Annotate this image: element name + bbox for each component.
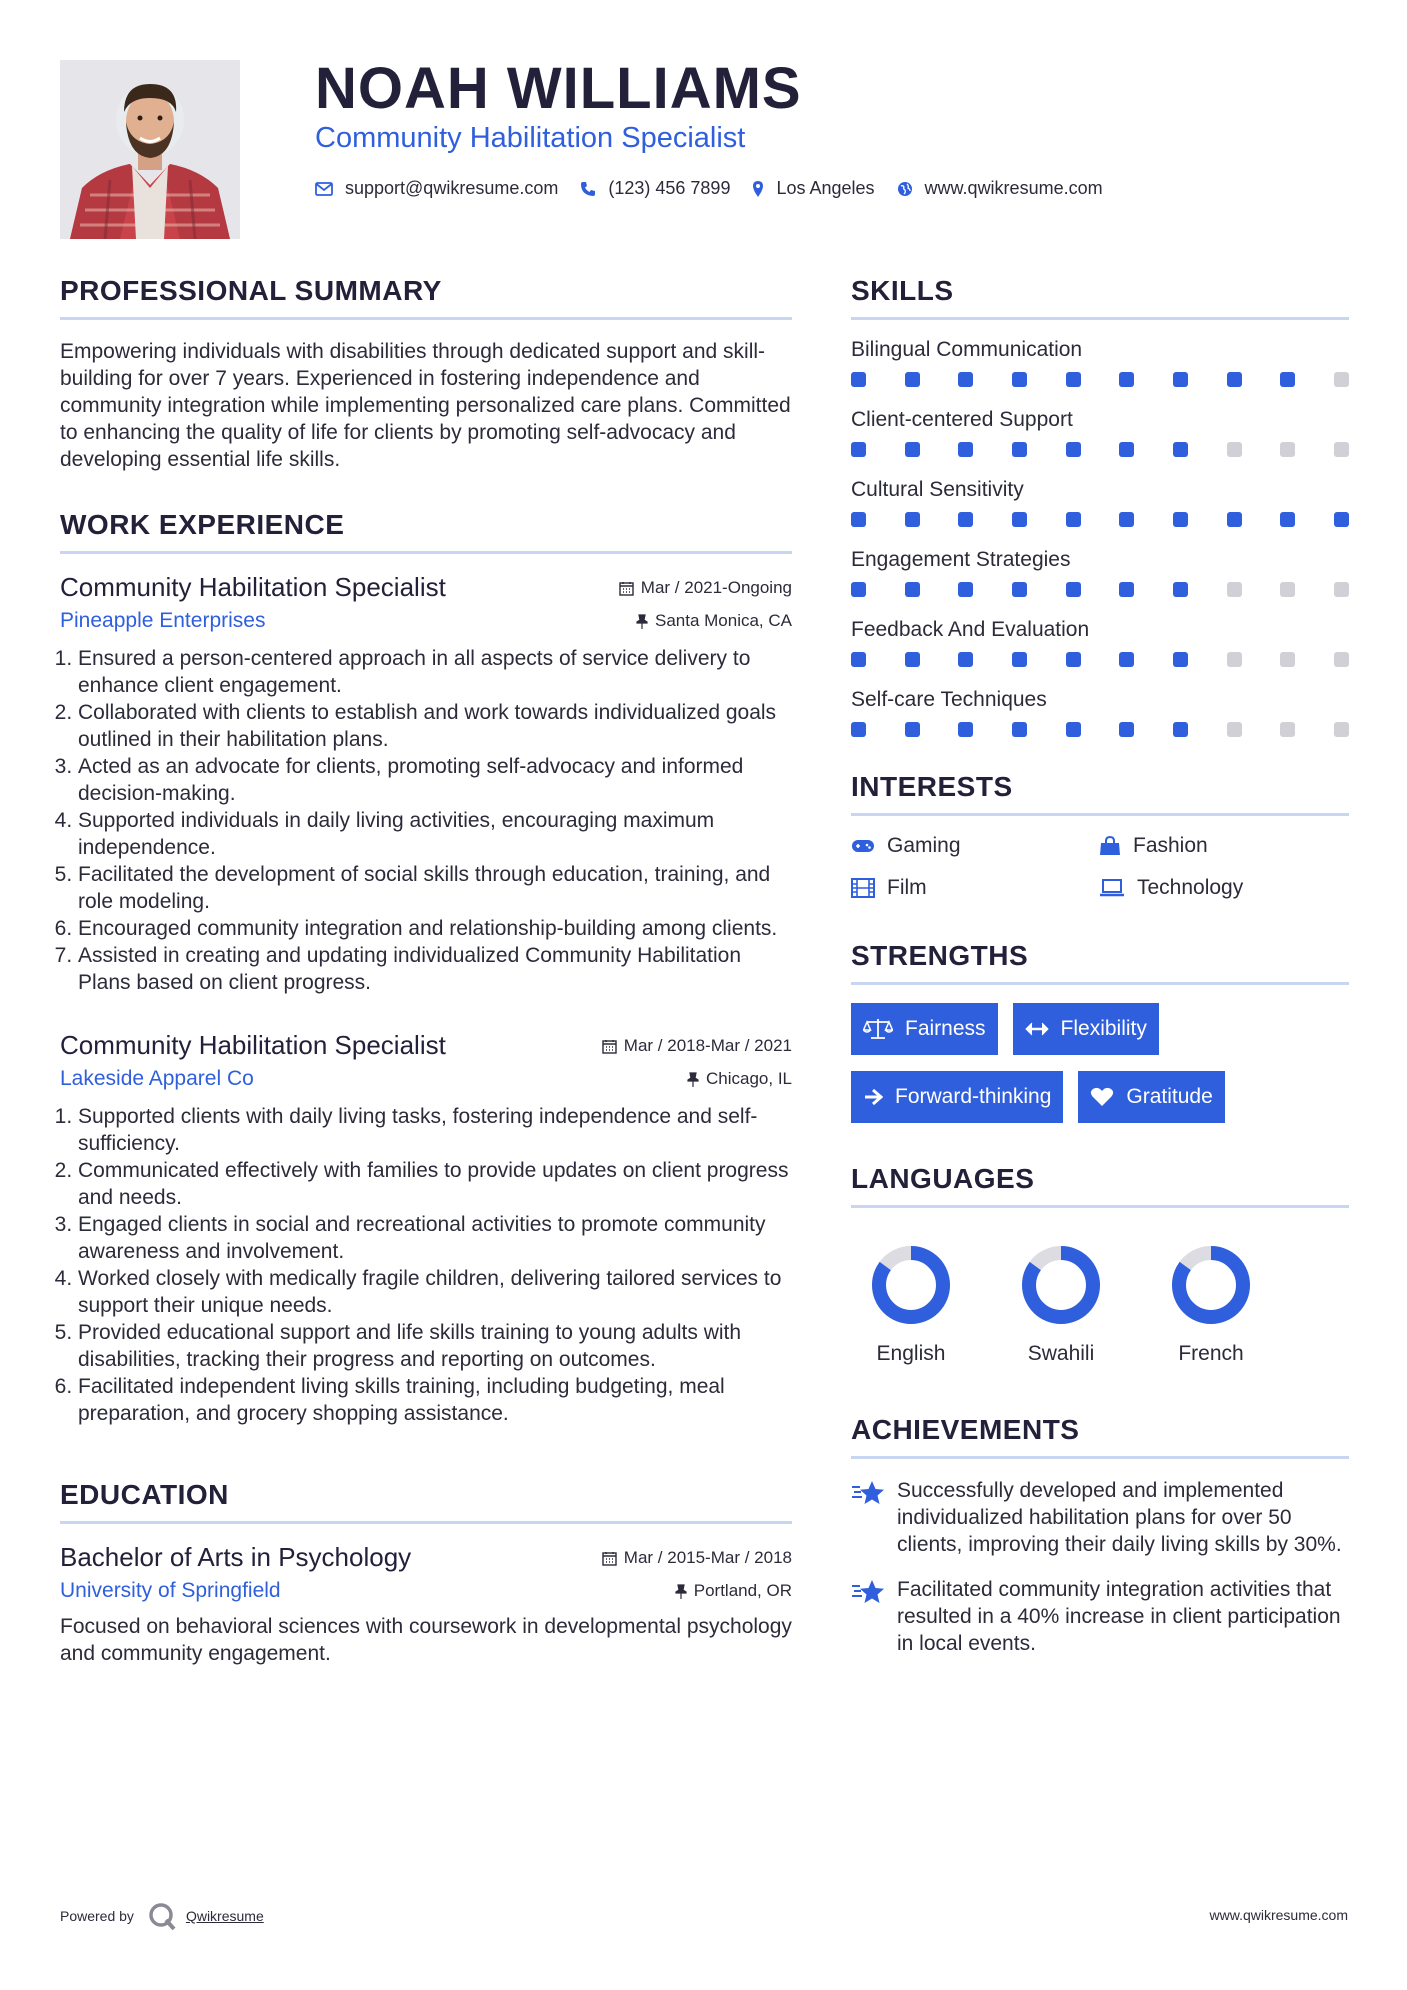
languages-heading: LANGUAGES bbox=[851, 1163, 1349, 1208]
skill-dot-filled bbox=[851, 652, 866, 667]
powered-by-text: Powered by bbox=[60, 1908, 134, 1924]
profile-photo-illustration bbox=[60, 60, 240, 239]
job-duty: 2. Communicated effectively with families to provide updates on client progress and needs. bbox=[78, 1157, 792, 1211]
job-location bbox=[636, 611, 792, 631]
skill-rating bbox=[851, 372, 1349, 387]
phone-icon bbox=[580, 181, 596, 197]
contact-email[interactable] bbox=[315, 178, 558, 199]
skill-dot-empty bbox=[1227, 652, 1242, 667]
interest-item bbox=[1099, 876, 1349, 900]
skill-item bbox=[851, 688, 1349, 737]
footer-website[interactable]: www.qwikresume.com bbox=[1209, 1907, 1348, 1923]
job-entry bbox=[60, 1030, 792, 1427]
language-name: French bbox=[1178, 1342, 1244, 1365]
language-proficiency-ring bbox=[866, 1240, 956, 1330]
calendar-icon bbox=[602, 1551, 617, 1566]
job-duty: 6. Encouraged community integration and relationship-building among clients. bbox=[78, 915, 792, 942]
skill-dot-filled bbox=[958, 442, 973, 457]
strength-badge bbox=[1078, 1071, 1224, 1123]
skill-dot-filled bbox=[851, 722, 866, 737]
job-company: Pineapple Enterprises bbox=[60, 609, 266, 632]
language-item bbox=[1001, 1226, 1121, 1366]
skill-name: Client-centered Support bbox=[851, 408, 1073, 431]
skills-heading: SKILLS bbox=[851, 275, 1349, 320]
strength-badge bbox=[851, 1071, 1063, 1123]
calendar-icon bbox=[602, 1039, 617, 1054]
star-icon bbox=[851, 1579, 885, 1605]
job-duties bbox=[60, 1103, 792, 1427]
skill-dot-filled bbox=[1119, 372, 1134, 387]
skill-dot-filled bbox=[1119, 512, 1134, 527]
strength-label: Flexibility bbox=[1060, 1017, 1147, 1040]
languages-list bbox=[851, 1226, 1271, 1366]
envelope-icon bbox=[315, 182, 333, 196]
school-name: University of Springfield bbox=[60, 1579, 281, 1602]
skill-dot-filled bbox=[1227, 512, 1242, 527]
skill-rating bbox=[851, 442, 1349, 457]
job-location-text: Santa Monica, CA bbox=[654, 611, 792, 630]
job-location-text: Chicago, IL bbox=[706, 1069, 792, 1088]
skill-dot-filled bbox=[1066, 442, 1081, 457]
contact-email-text: support@qwikresume.com bbox=[345, 178, 559, 198]
job-duty: 5. Facilitated the development of social skills through education, training, and role modeling. bbox=[78, 861, 792, 915]
skill-dot-empty bbox=[1280, 442, 1295, 457]
skill-dot-empty bbox=[1280, 652, 1295, 667]
shopping-bag-icon bbox=[1099, 836, 1121, 856]
skill-item bbox=[851, 618, 1349, 667]
skill-dot-empty bbox=[1227, 582, 1242, 597]
education-date bbox=[602, 1548, 792, 1568]
skill-dot-filled bbox=[1012, 372, 1027, 387]
interest-item bbox=[1099, 834, 1349, 858]
skill-name: Bilingual Communication bbox=[851, 338, 1083, 361]
film-icon bbox=[851, 878, 875, 898]
map-marker-icon bbox=[752, 180, 764, 198]
job-date bbox=[619, 578, 792, 598]
balance-scale-icon bbox=[863, 1018, 893, 1040]
strength-label: Fairness bbox=[905, 1017, 986, 1040]
skill-dot-filled bbox=[958, 372, 973, 387]
candidate-title: Community Habilitation Specialist bbox=[315, 122, 746, 154]
job-duty: 4. Worked closely with medically fragile children, delivering tailored services to support their unique needs. bbox=[78, 1265, 792, 1319]
contact-location-text: Los Angeles bbox=[776, 178, 875, 198]
job-duty: 3. Acted as an advocate for clients, promoting self-advocacy and informed decision-making. bbox=[78, 753, 792, 807]
job-date-text: Mar / 2021-Ongoing bbox=[640, 578, 792, 597]
skill-dot-filled bbox=[1280, 372, 1295, 387]
skill-dot-filled bbox=[1173, 722, 1188, 737]
skill-dot-filled bbox=[1227, 372, 1242, 387]
education-heading: EDUCATION bbox=[60, 1479, 792, 1524]
qwikresume-logo-icon bbox=[148, 1902, 176, 1930]
arrow-right-icon bbox=[863, 1088, 883, 1106]
skill-dot-filled bbox=[1334, 512, 1349, 527]
job-duty: 2. Collaborated with clients to establish and work towards individualized goals outlined in their habilitation plans. bbox=[78, 699, 792, 753]
gamepad-icon bbox=[851, 838, 875, 854]
interests-list bbox=[851, 834, 1349, 900]
skill-dot-filled bbox=[1012, 442, 1027, 457]
skill-item bbox=[851, 548, 1349, 597]
skill-name: Self-care Techniques bbox=[851, 688, 1047, 711]
summary-text: Empowering individuals with disabilities through dedicated support and skill-building for over 7 years. Experienced in fostering independence and community integration while implementing personalized care plans. Committed to enhancing the quality of life for clients by promoting self-advocacy and developing essential life skills. bbox=[60, 340, 791, 471]
interest-item bbox=[851, 876, 1099, 900]
skill-dot-filled bbox=[1066, 722, 1081, 737]
footer-powered-by bbox=[60, 1902, 264, 1930]
right-column bbox=[851, 275, 1349, 1675]
interest-label: Film bbox=[887, 876, 927, 899]
achievements-list bbox=[851, 1477, 1349, 1657]
skill-dot-empty bbox=[1334, 582, 1349, 597]
left-column bbox=[60, 275, 792, 1685]
job-duty: 6. Facilitated independent living skills training, including budgeting, meal preparation, and grocery shopping assistance. bbox=[78, 1373, 792, 1427]
skill-item bbox=[851, 478, 1349, 527]
skill-name: Feedback And Evaluation bbox=[851, 618, 1090, 641]
skill-dot-filled bbox=[851, 512, 866, 527]
interests-heading: INTERESTS bbox=[851, 771, 1349, 816]
achievement-item bbox=[851, 1477, 1349, 1558]
skill-dot-empty bbox=[1334, 442, 1349, 457]
pushpin-icon bbox=[687, 1072, 699, 1087]
skill-dot-filled bbox=[1012, 512, 1027, 527]
job-duty: 1. Ensured a person-centered approach in all aspects of service delivery to enhance client engagement. bbox=[78, 645, 792, 699]
contact-phone[interactable] bbox=[580, 178, 730, 199]
experience-heading: WORK EXPERIENCE bbox=[60, 509, 792, 554]
language-proficiency-ring bbox=[1016, 1240, 1106, 1330]
skill-dot-filled bbox=[905, 722, 920, 737]
arrows-horizontal-icon bbox=[1025, 1022, 1049, 1036]
skill-dot-filled bbox=[851, 582, 866, 597]
heart-icon bbox=[1090, 1087, 1114, 1107]
skill-dot-filled bbox=[905, 652, 920, 667]
job-duty: 7. Assisted in creating and updating individualized Community Habilitation Plans based on client progress. bbox=[78, 942, 792, 996]
job-duty: 3. Engaged clients in social and recreational activities to promote community awareness and involvement. bbox=[78, 1211, 792, 1265]
skill-dot-empty bbox=[1280, 582, 1295, 597]
job-date bbox=[602, 1036, 792, 1056]
strength-label: Gratitude bbox=[1126, 1085, 1213, 1108]
skill-dot-filled bbox=[1119, 442, 1134, 457]
skill-dot-filled bbox=[905, 442, 920, 457]
profile-photo bbox=[60, 60, 240, 239]
skill-dot-empty bbox=[1334, 722, 1349, 737]
strengths-list bbox=[851, 1003, 1349, 1123]
skill-dot-filled bbox=[905, 372, 920, 387]
contact-website[interactable] bbox=[897, 178, 1103, 199]
pushpin-icon bbox=[636, 614, 648, 629]
job-duties bbox=[60, 645, 792, 996]
job-company: Lakeside Apparel Co bbox=[60, 1067, 254, 1090]
education-location-text: Portland, OR bbox=[693, 1581, 792, 1600]
skill-dot-filled bbox=[1012, 652, 1027, 667]
skills-list bbox=[851, 338, 1349, 737]
skill-dot-filled bbox=[958, 512, 973, 527]
language-proficiency-ring bbox=[1166, 1240, 1256, 1330]
summary-heading: PROFESSIONAL SUMMARY bbox=[60, 275, 792, 320]
language-item bbox=[1151, 1226, 1271, 1366]
skill-rating bbox=[851, 652, 1349, 667]
skill-dot-filled bbox=[1173, 652, 1188, 667]
skill-dot-filled bbox=[958, 652, 973, 667]
skill-dot-empty bbox=[1227, 442, 1242, 457]
footer-brand-link[interactable]: Qwikresume bbox=[185, 1908, 264, 1924]
strength-label: Forward-thinking bbox=[895, 1085, 1052, 1108]
skill-rating bbox=[851, 722, 1349, 737]
language-name: English bbox=[876, 1342, 946, 1365]
skill-dot-filled bbox=[1119, 652, 1134, 667]
skill-rating bbox=[851, 512, 1349, 527]
skill-dot-filled bbox=[1066, 582, 1081, 597]
skill-dot-filled bbox=[1066, 372, 1081, 387]
job-date-text: Mar / 2018-Mar / 2021 bbox=[623, 1036, 792, 1055]
candidate-name: NOAH WILLIAMS bbox=[315, 56, 802, 121]
achievement-item bbox=[851, 1576, 1349, 1657]
skill-dot-filled bbox=[1173, 582, 1188, 597]
globe-icon bbox=[897, 181, 913, 197]
interest-label: Fashion bbox=[1133, 834, 1208, 857]
skill-dot-filled bbox=[1119, 722, 1134, 737]
job-duty: 1. Supported clients with daily living tasks, fostering independence and self-sufficiency. bbox=[78, 1103, 792, 1157]
skill-dot-empty bbox=[1227, 722, 1242, 737]
education-date-text: Mar / 2015-Mar / 2018 bbox=[623, 1548, 792, 1567]
contact-bar bbox=[315, 178, 1125, 199]
skill-dot-filled bbox=[1173, 512, 1188, 527]
contact-location bbox=[752, 178, 874, 199]
job-title: Community Habilitation Specialist bbox=[60, 1030, 446, 1060]
skill-dot-filled bbox=[1280, 512, 1295, 527]
skill-dot-empty bbox=[1334, 372, 1349, 387]
contact-website-text: www.qwikresume.com bbox=[924, 178, 1103, 198]
skill-dot-filled bbox=[1173, 372, 1188, 387]
skill-dot-empty bbox=[1280, 722, 1295, 737]
language-item bbox=[851, 1226, 971, 1366]
job-duty: 5. Provided educational support and life skills training to young adults with disabilities, tracking their progress and reporting on outcomes. bbox=[78, 1319, 792, 1373]
interest-label: Gaming bbox=[887, 834, 961, 857]
achievement-text: Successfully developed and implemented individualized habilitation plans for over 50 clients, improving their daily living skills by 30%. bbox=[897, 1479, 1342, 1556]
strength-badge bbox=[851, 1003, 998, 1055]
skill-dot-filled bbox=[905, 512, 920, 527]
achievements-heading: ACHIEVEMENTS bbox=[851, 1414, 1349, 1459]
skill-dot-filled bbox=[1119, 582, 1134, 597]
skill-name: Engagement Strategies bbox=[851, 548, 1071, 571]
degree-title: Bachelor of Arts in Psychology bbox=[60, 1542, 412, 1572]
skill-dot-filled bbox=[851, 372, 866, 387]
skill-dot-filled bbox=[1173, 442, 1188, 457]
star-icon bbox=[851, 1480, 885, 1506]
education-entry bbox=[60, 1542, 792, 1667]
skill-dot-filled bbox=[958, 582, 973, 597]
job-title: Community Habilitation Specialist bbox=[60, 572, 446, 602]
strength-badge bbox=[1013, 1003, 1159, 1055]
skill-dot-filled bbox=[1066, 652, 1081, 667]
job-entry bbox=[60, 572, 792, 996]
skill-item bbox=[851, 338, 1349, 387]
interest-label: Technology bbox=[1137, 876, 1244, 899]
skill-name: Cultural Sensitivity bbox=[851, 478, 1024, 501]
skill-dot-empty bbox=[1334, 652, 1349, 667]
pushpin-icon bbox=[675, 1584, 687, 1599]
skill-dot-filled bbox=[905, 582, 920, 597]
language-name: Swahili bbox=[1027, 1342, 1095, 1365]
achievement-text: Facilitated community integration activities that resulted in a 40% increase in client participation in local events. bbox=[897, 1578, 1341, 1655]
skill-dot-filled bbox=[1012, 582, 1027, 597]
job-duty: 4. Supported individuals in daily living activities, encouraging maximum independence. bbox=[78, 807, 792, 861]
contact-phone-text: (123) 456 7899 bbox=[608, 178, 731, 198]
skill-dot-filled bbox=[1012, 722, 1027, 737]
skill-item bbox=[851, 408, 1349, 457]
skill-dot-filled bbox=[1066, 512, 1081, 527]
job-location bbox=[687, 1069, 792, 1089]
interest-item bbox=[851, 834, 1099, 858]
laptop-icon bbox=[1099, 879, 1125, 897]
calendar-icon bbox=[619, 581, 634, 596]
education-description: Focused on behavioral sciences with coursework in developmental psychology and community engagement. bbox=[60, 1615, 792, 1665]
skill-dot-filled bbox=[851, 442, 866, 457]
education-location bbox=[675, 1581, 792, 1601]
skill-dot-filled bbox=[958, 722, 973, 737]
strengths-heading: STRENGTHS bbox=[851, 940, 1349, 985]
skill-rating bbox=[851, 582, 1349, 597]
